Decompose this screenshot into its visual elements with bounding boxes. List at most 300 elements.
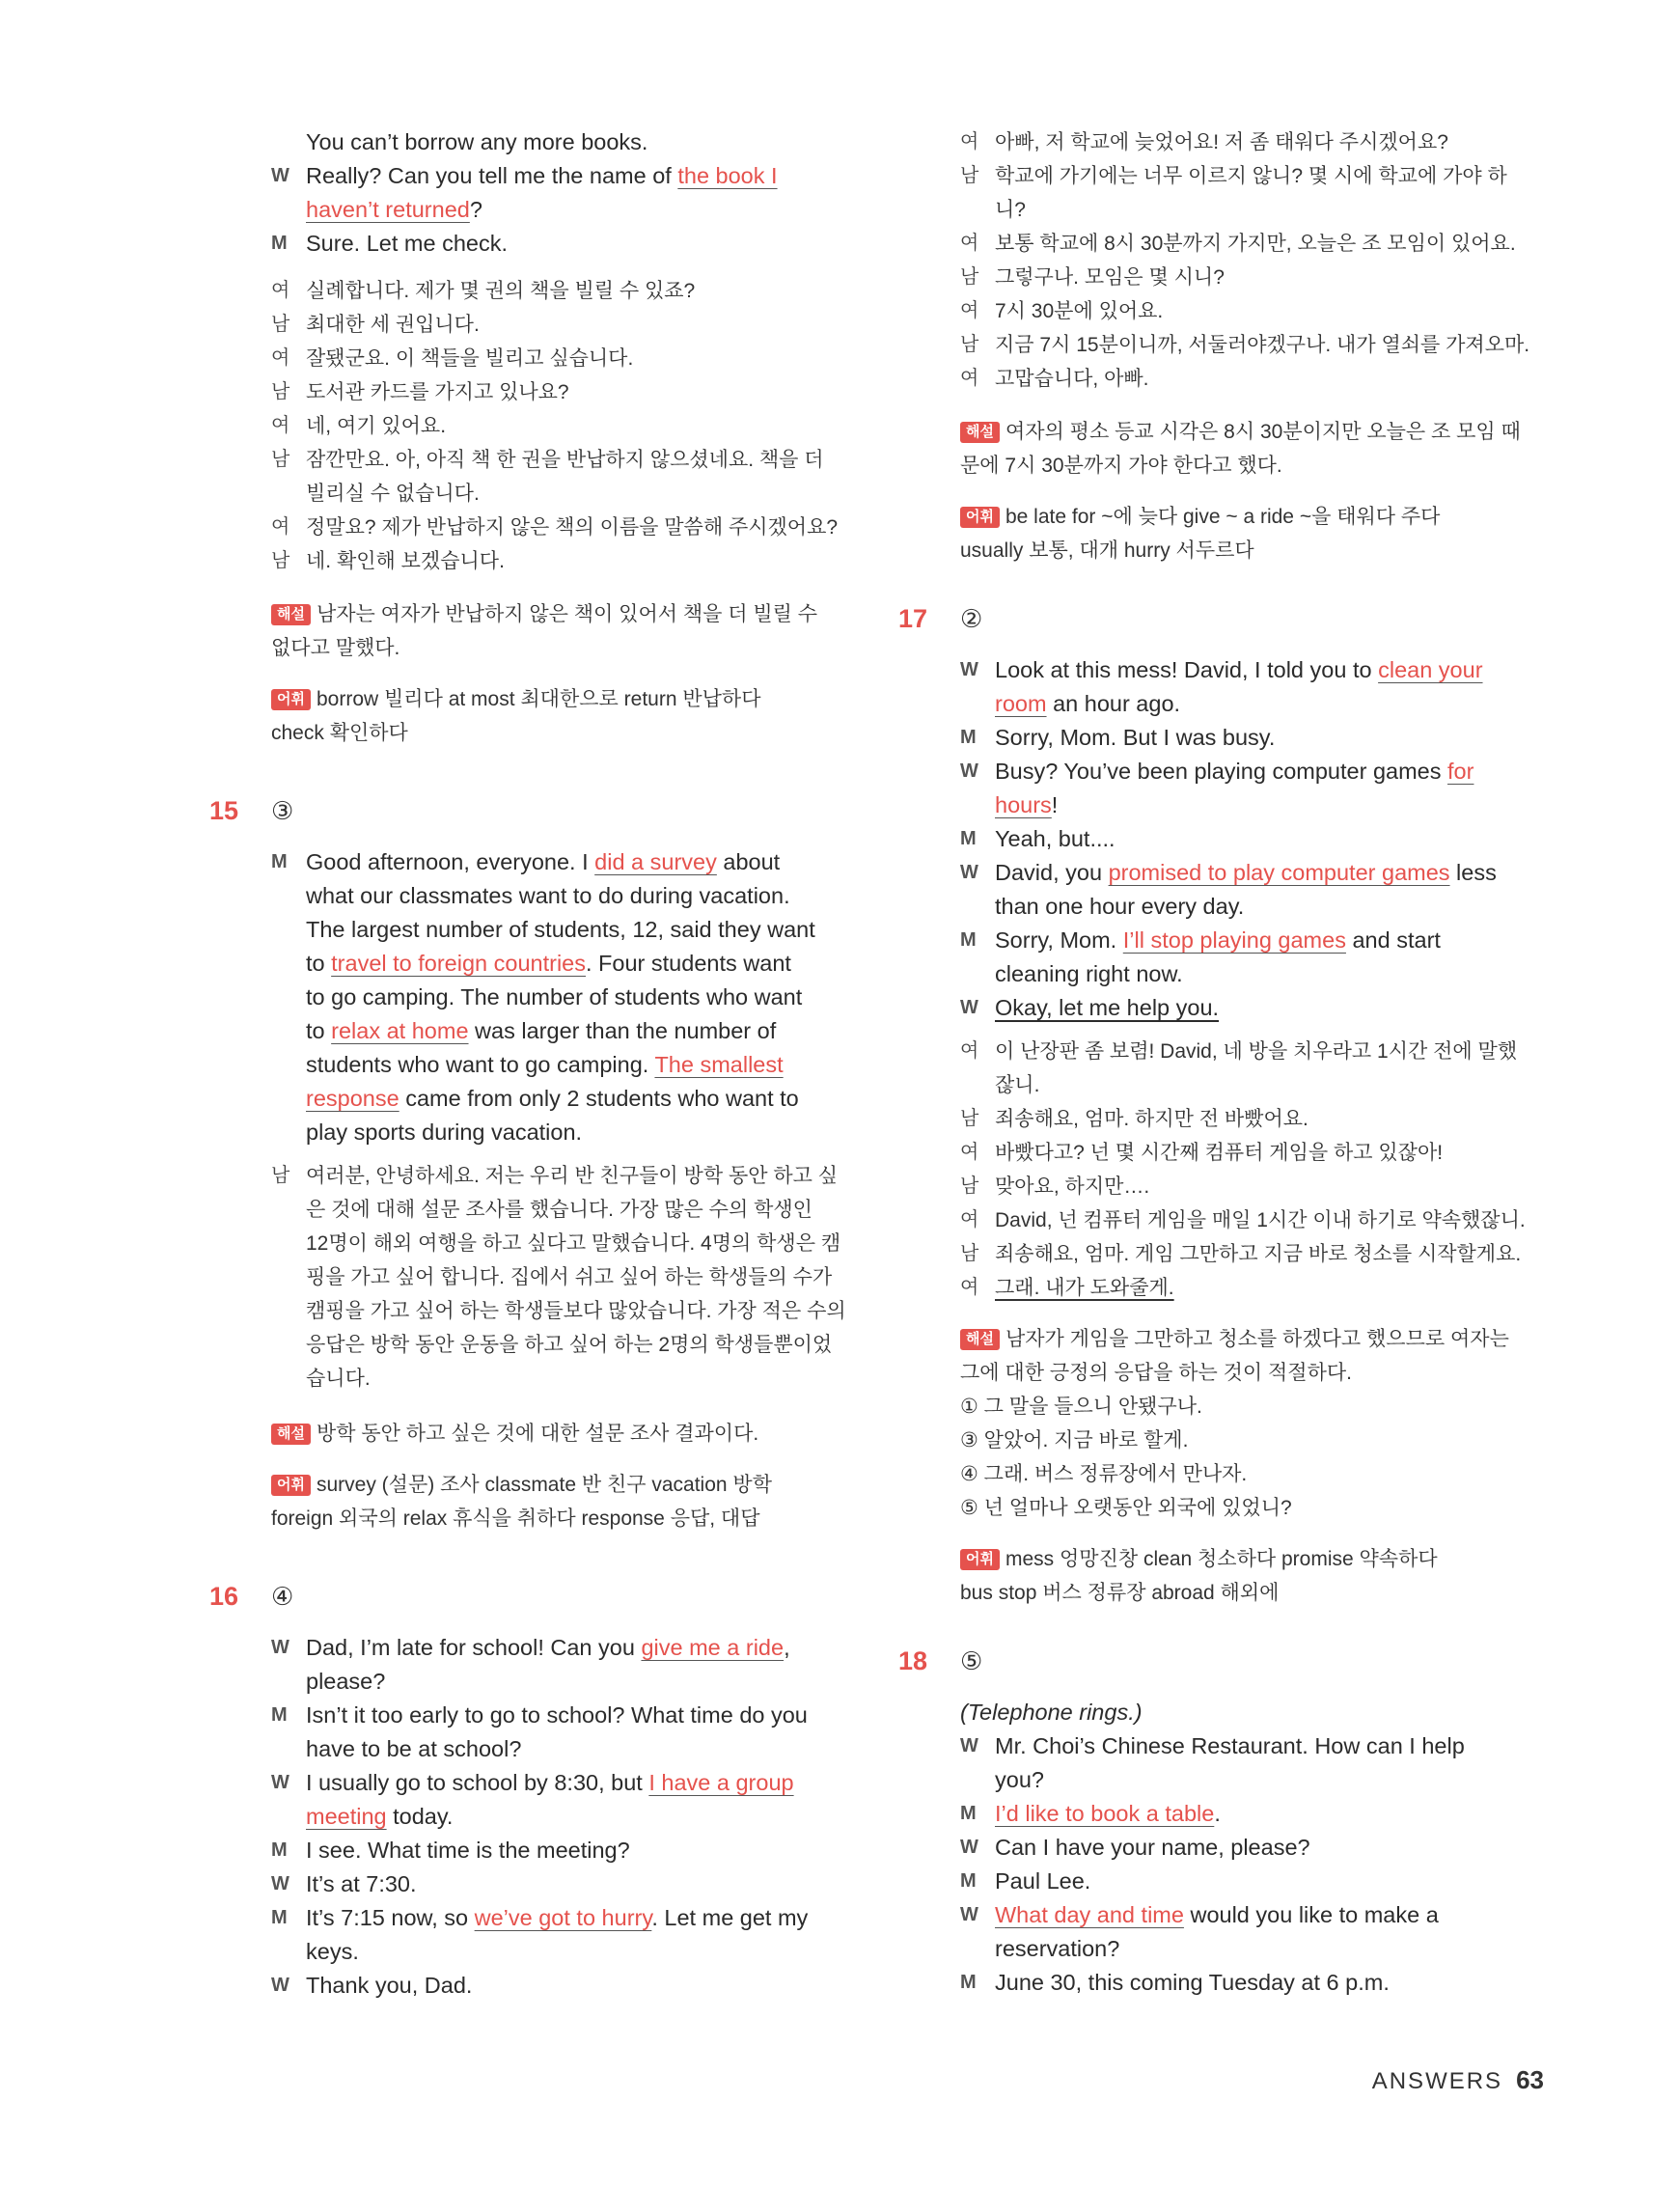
spacer [271, 1535, 850, 1580]
dialogue-line [960, 890, 1544, 924]
dialogue-line [271, 1014, 850, 1048]
vocabulary-line [271, 716, 850, 750]
speaker-label: 여 [960, 1040, 979, 1062]
dialogue-line [960, 1729, 1544, 1763]
speaker-label: W [960, 862, 978, 883]
speaker-label: W [960, 760, 978, 782]
line-text: Look at this mess! David, I told you to clean your [995, 657, 1483, 682]
dialogue-line [271, 981, 850, 1014]
line-text: 캠핑을 가고 싶어 하는 학생들보다 많았습니다. 가장 적은 수의 [306, 1300, 846, 1322]
spacer [960, 1610, 1544, 1645]
korean-line [960, 159, 1544, 193]
answer-blank: give me a ride [641, 1635, 785, 1660]
explanation-text: 없다고 말했다. [271, 637, 400, 659]
option-text: ③ 알았어. 지금 바로 할게. [960, 1429, 1189, 1452]
line-text: 빌리실 수 없습니다. [306, 483, 480, 505]
speaker-label: M [271, 1907, 288, 1928]
vocabulary-line [960, 1542, 1544, 1576]
spacer [271, 1396, 850, 1417]
line-text: 학교에 가기에는 너무 이르지 않니? 몇 시에 학교에 가야 하 [995, 165, 1507, 187]
line-text: 바빴다고? 넌 몇 시간째 컴퓨터 게임을 하고 있잖아! [995, 1142, 1444, 1164]
question-header [209, 794, 850, 828]
spacer [271, 578, 850, 597]
answer-blank: haven’t returned [306, 197, 470, 222]
speaker-label: 남 [960, 1108, 979, 1129]
line-text: Mr. Choi’s Chinese Restaurant. How can I help [995, 1733, 1465, 1758]
korean-line [960, 1271, 1544, 1305]
explanation-badge: 해설 [960, 422, 1000, 443]
speaker-label: 여 [960, 1142, 979, 1163]
line-text: please? [306, 1669, 386, 1694]
line-text: 지금 7시 15분이니까, 서둘러야겠구나. 내가 열쇠를 가져오마. [995, 334, 1530, 356]
line-text: 아빠, 저 학교에 늦었어요! 저 좀 태워다 주시겠어요? [995, 131, 1448, 153]
answer-blank: did a survey [594, 849, 717, 874]
line-text: Dad, I’m late for school! Can you give me a ride, [306, 1635, 790, 1660]
line-text: 니? [995, 199, 1026, 221]
speaker-label: W [960, 1735, 978, 1756]
dialogue-line [271, 1800, 850, 1834]
speaker-label: W [960, 659, 978, 680]
speaker-label: 여 [271, 347, 290, 369]
answer-blank: What day and time [995, 1902, 1184, 1927]
explanation-line [960, 1356, 1544, 1390]
speaker-label: 남 [271, 550, 290, 571]
spacer [960, 1678, 1544, 1696]
vocabulary-line [271, 682, 850, 716]
line-text: 죄송해요, 엄마. 게임 그만하고 지금 바로 청소를 시작할게요. [995, 1243, 1522, 1265]
line-text: 12명이 해외 여행을 하고 싶다고 말했습니다. 4명의 학생은 캠 [306, 1232, 841, 1255]
line-text: Yeah, but.... [995, 826, 1115, 851]
line-text: 응답은 방학 동안 운동을 하고 싶어 하는 2명의 학생들뿐이었 [306, 1334, 833, 1356]
speaker-label: W [271, 1637, 289, 1658]
korean-line [271, 1294, 850, 1328]
line-text: Good afternoon, everyone. I did a survey about [306, 849, 781, 874]
dialogue-line [271, 193, 850, 227]
korean-line [271, 1227, 850, 1260]
speaker-label: M [960, 1803, 977, 1824]
line-text: 네. 확인해 보겠습니다. [306, 550, 505, 572]
korean-line [960, 193, 1544, 227]
speaker-label: 남 [271, 314, 290, 335]
speaker-label: W [271, 165, 289, 186]
line-text: 고맙습니다, 아빠. [995, 368, 1149, 390]
left-column [209, 125, 850, 2003]
korean-line [960, 1203, 1544, 1237]
answer-blank: hours [995, 792, 1052, 817]
line-text: room an hour ago. [995, 691, 1181, 716]
dialogue-line [960, 687, 1544, 721]
speaker-label: M [271, 233, 288, 254]
explanation-line [271, 1417, 850, 1451]
answer-choice: ④ [271, 1582, 294, 1611]
answer-option [960, 1390, 1544, 1424]
speaker-label: M [960, 1972, 977, 1993]
line-text: to travel to foreign countries. Four students want [306, 951, 791, 976]
dialogue-line [960, 924, 1544, 957]
answer-blank: meeting [306, 1804, 387, 1829]
speaker-label: 남 [271, 1165, 290, 1186]
dialogue-line [960, 1831, 1544, 1865]
vocabulary-badge: 어휘 [960, 507, 1000, 528]
option-text: ④ 그래. 버스 정류장에서 만나자. [960, 1463, 1248, 1485]
korean-line [271, 409, 850, 443]
question-number: 18 [898, 1646, 928, 1675]
spacer [271, 261, 850, 274]
line-text: David, 넌 컴퓨터 게임을 매일 1시간 이내 하기로 약속했잖니. [995, 1209, 1526, 1231]
line-text: Isn’t it too early to go to school? What time do you [306, 1702, 808, 1728]
line-text: 습니다. [306, 1368, 371, 1390]
answer-option [960, 1424, 1544, 1457]
spacer [960, 567, 1544, 602]
question-number: 17 [898, 604, 928, 633]
line-text: Thank you, Dad. [306, 1973, 473, 1998]
speaker-label: 남 [960, 1175, 979, 1197]
speaker-label: W [960, 997, 978, 1018]
line-text: than one hour every day. [995, 894, 1245, 919]
line-text: response came from only 2 students who want to [306, 1086, 799, 1111]
spacer [271, 665, 850, 682]
korean-line [960, 294, 1544, 328]
line-text: hours! [995, 792, 1059, 817]
speaker-label: 남 [271, 381, 290, 402]
korean-line [960, 1237, 1544, 1271]
vocabulary-line [960, 534, 1544, 567]
line-text: 7시 30분에 있어요. [995, 300, 1164, 322]
question-number: 15 [209, 796, 239, 825]
line-text: Paul Lee. [995, 1868, 1091, 1894]
line-text: Sorry, Mom. I’ll stop playing games and start [995, 927, 1441, 953]
explanation-line [960, 1322, 1544, 1356]
line-text: 잘됐군요. 이 책들을 빌리고 싶습니다. [306, 347, 634, 370]
page-footer [1361, 2065, 1544, 2095]
korean-line [960, 261, 1544, 294]
line-text: What day and time would you like to make a [995, 1902, 1439, 1927]
korean-line [271, 1159, 850, 1193]
option-text: ⑤ 넌 얼마나 오랫동안 외국에 있었니? [960, 1497, 1292, 1519]
explanation-text: 문에 7시 30분까지 가야 한다고 했다. [960, 455, 1282, 477]
speaker-label: W [960, 1904, 978, 1925]
line-text: 맞아요, 하지만…. [995, 1175, 1150, 1198]
dialogue-line [271, 159, 850, 193]
line-text: I’d like to book a table. [995, 1801, 1221, 1826]
speaker-label: 여 [960, 1209, 979, 1230]
vocabulary-line [960, 500, 1544, 534]
speaker-label: 여 [960, 300, 979, 321]
korean-line [271, 511, 850, 544]
answer-blank: travel to foreign countries [331, 951, 586, 976]
dialogue-line [960, 788, 1544, 822]
korean-line [271, 274, 850, 308]
question-header [898, 1645, 1544, 1678]
korean-line [271, 1193, 850, 1227]
answer-blank: I’ll stop playing games [1122, 927, 1346, 953]
speaker-label: W [960, 1837, 978, 1858]
explanation-text: 해설 방학 동안 하고 싶은 것에 대한 설문 조사 결과이다. [271, 1417, 758, 1451]
korean-line [271, 375, 850, 409]
dialogue-line [271, 1969, 850, 2003]
korean-line [271, 1362, 850, 1396]
dialogue-line [960, 1966, 1544, 2000]
dialogue-line [960, 1763, 1544, 1797]
answer-option [960, 1457, 1544, 1491]
vocabulary-badge: 어휘 [271, 1475, 311, 1496]
answer-blank: clean your [1378, 657, 1483, 682]
korean-line [271, 308, 850, 342]
right-column [898, 125, 1544, 2000]
line-text: 정말요? 제가 반납하지 않은 책의 이름을 말씀해 주시겠어요? [306, 516, 839, 539]
vocabulary-text: usually 보통, 대개 hurry 서두르다 [960, 539, 1254, 562]
spacer [960, 483, 1544, 500]
korean-line [960, 328, 1544, 362]
explanation-text: 해설 남자는 여자가 반납하지 않은 책이 있어서 책을 더 빌릴 수 [271, 597, 817, 631]
answer-blank: we’ve got to hurry [474, 1905, 652, 1930]
line-text: 보통 학교에 8시 30분까지 가지만, 오늘은 조 모임이 있어요. [995, 233, 1516, 255]
dialogue-line [960, 1932, 1544, 1966]
line-text: 그렇구나. 모임은 몇 시니? [995, 266, 1225, 289]
speaker-label: 여 [271, 516, 290, 538]
line-text: 핑을 가고 싶어 합니다. 집에서 쉬고 싶어 하는 학생들의 수가 [306, 1266, 833, 1288]
stage-direction [960, 1696, 1544, 1729]
spacer [960, 396, 1544, 415]
answer-blank: The smallest [654, 1052, 784, 1077]
line-text: 은 것에 대해 설문 조사를 했습니다. 가장 많은 수의 학생인 [306, 1199, 812, 1221]
line-text: 죄송해요, 엄마. 하지만 전 바빴어요. [995, 1108, 1308, 1130]
speaker-label: M [271, 1704, 288, 1726]
question-header [209, 1580, 850, 1614]
vocabulary-text: check 확인하다 [271, 722, 408, 744]
speaker-label: W [271, 1772, 289, 1793]
answer-choice: ② [960, 604, 983, 633]
explanation-text: 그에 대한 긍정의 응답을 하는 것이 적절하다. [960, 1362, 1352, 1384]
underlined-answer: Okay, let me help you. [995, 995, 1220, 1020]
stage-text: (Telephone rings.) [960, 1700, 1143, 1725]
line-text: Sure. Let me check. [306, 231, 508, 256]
dialogue-line [271, 913, 850, 947]
explanation-badge: 해설 [960, 1329, 1000, 1350]
underlined-answer: 그래. 내가 도와줄게. [995, 1277, 1174, 1299]
page-number: 63 [1516, 2065, 1544, 2094]
korean-line [960, 1170, 1544, 1203]
answer-blank: response [306, 1086, 399, 1111]
speaker-label: M [960, 1870, 977, 1892]
dialogue-line [960, 1797, 1544, 1831]
spacer [271, 828, 850, 845]
vocabulary-text: bus stop 버스 정류장 abroad 해외에 [960, 1582, 1280, 1604]
answer-blank: relax at home [331, 1018, 469, 1043]
speaker-label: 남 [960, 1243, 979, 1264]
line-text [995, 991, 1219, 1025]
korean-line [271, 443, 850, 477]
dialogue-line [960, 755, 1544, 788]
speaker-label: 여 [271, 415, 290, 436]
dialogue-line [271, 1766, 850, 1800]
dialogue-line [271, 1631, 850, 1665]
spacer [960, 636, 1544, 653]
dialogue-line [271, 1048, 850, 1082]
explanation-badge: 해설 [271, 1424, 311, 1445]
line-text: June 30, this coming Tuesday at 6 p.m. [995, 1970, 1390, 1995]
korean-line [271, 477, 850, 511]
dialogue-line [271, 1116, 850, 1149]
speaker-label: 여 [271, 280, 290, 301]
line-text: 실례합니다. 제가 몇 권의 책을 빌릴 수 있죠? [306, 280, 696, 302]
spacer [271, 1149, 850, 1159]
line-text: you? [995, 1767, 1044, 1792]
explanation-line [960, 449, 1544, 483]
speaker-label: W [271, 1975, 289, 1996]
korean-line [271, 1328, 850, 1362]
spacer [271, 750, 850, 794]
speaker-label: 남 [960, 165, 979, 186]
line-text: You can’t borrow any more books. [306, 129, 648, 154]
line-text: 이 난장판 좀 보렴! David, 네 방을 치우라고 1시간 전에 말했 [995, 1040, 1518, 1063]
line-text: 잠깐만요. 아, 아직 책 한 권을 반납하지 않으셨네요. 책을 더 [306, 449, 824, 471]
vocabulary-text: 어휘 borrow 빌리다 at most 최대한으로 return 반납하다 [271, 682, 761, 716]
line-text: It’s 7:15 now, so we’ve got to hurry. Let me get my [306, 1905, 809, 1930]
korean-line [271, 1260, 850, 1294]
line-text: David, you promised to play computer games less [995, 860, 1497, 885]
line-text: 최대한 세 권입니다. [306, 314, 480, 336]
korean-line [960, 1102, 1544, 1136]
dialogue-line [960, 721, 1544, 755]
line-text: what our classmates want to do during vacation. [306, 883, 790, 908]
line-text: to relax at home was larger than the number of [306, 1018, 777, 1043]
dialogue-line [271, 845, 850, 879]
spacer [960, 1525, 1544, 1542]
dialogue-line [271, 947, 850, 981]
answer-choice: ⑤ [960, 1646, 983, 1675]
speaker-label: 남 [271, 449, 290, 470]
korean-line [271, 342, 850, 375]
dialogue-line [271, 227, 850, 261]
dialogue-line [271, 1901, 850, 1935]
line-text: 네, 여기 있어요. [306, 415, 447, 437]
line-text [995, 1271, 1174, 1305]
line-text: Really? Can you tell me the name of the book I [306, 163, 778, 188]
dialogue-line [960, 822, 1544, 856]
answer-blank: for [1447, 759, 1474, 784]
dialogue-line [271, 1732, 850, 1766]
explanation-line [960, 415, 1544, 449]
vocabulary-text: 어휘 be late for ~에 늦다 give ~ a ride ~을 태워다 주다 [960, 500, 1440, 534]
vocabulary-badge: 어휘 [271, 689, 311, 710]
vocabulary-text: 어휘 survey (설문) 조사 classmate 반 친구 vacation 방학 [271, 1468, 772, 1502]
speaker-label: 여 [960, 131, 979, 152]
dialogue-line [960, 991, 1544, 1025]
dialogue-line [271, 879, 850, 913]
dialogue-line [960, 1898, 1544, 1932]
spacer [271, 1614, 850, 1631]
dialogue-line [271, 1834, 850, 1867]
explanation-line [271, 631, 850, 665]
answer-blank: promised to play computer games [1108, 860, 1450, 885]
speaker-label: M [271, 851, 288, 872]
line-text: I see. What time is the meeting? [306, 1838, 630, 1863]
dialogue-line [960, 957, 1544, 991]
dialogue-line [271, 125, 850, 159]
speaker-label: M [960, 929, 977, 951]
korean-line [960, 362, 1544, 396]
korean-line [271, 544, 850, 578]
explanation-badge: 해설 [271, 604, 311, 625]
dialogue-line [960, 653, 1544, 687]
footer-label: ANSWERS [1371, 2068, 1503, 2094]
korean-line [960, 1035, 1544, 1068]
line-text: meeting today. [306, 1804, 454, 1829]
spacer [271, 1451, 850, 1468]
line-text: I usually go to school by 8:30, but I have a group [306, 1770, 794, 1795]
line-text: 도서관 카드를 가지고 있나요? [306, 381, 569, 403]
speaker-label: 여 [960, 368, 979, 389]
korean-line [960, 1068, 1544, 1102]
option-text: ① 그 말을 들으니 안됐구나. [960, 1396, 1202, 1418]
line-text: keys. [306, 1939, 359, 1964]
vocabulary-badge: 어휘 [960, 1549, 1000, 1570]
dialogue-line [960, 856, 1544, 890]
answer-blank: the book I [677, 163, 778, 188]
line-text: 여러분, 안녕하세요. 저는 우리 반 친구들이 방학 동안 하고 싶 [306, 1165, 839, 1187]
answer-option [960, 1491, 1544, 1525]
speaker-label: M [960, 727, 977, 748]
vocabulary-line [960, 1576, 1544, 1610]
question-number: 16 [209, 1582, 239, 1611]
line-text: Busy? You’ve been playing computer games for [995, 759, 1474, 784]
speaker-label: W [271, 1873, 289, 1894]
answer-blank: I’d like to book a table [995, 1801, 1215, 1826]
line-text: cleaning right now. [995, 961, 1183, 986]
explanation-text: 해설 여자의 평소 등교 시각은 8시 30분이지만 오늘은 조 모임 때 [960, 415, 1521, 449]
vocabulary-line [271, 1468, 850, 1502]
speaker-label: M [960, 828, 977, 849]
speaker-label: 남 [960, 334, 979, 355]
spacer [960, 1025, 1544, 1035]
korean-line [960, 125, 1544, 159]
line-text: haven’t returned? [306, 197, 482, 222]
dialogue-line [271, 1935, 850, 1969]
dialogue-line [271, 1699, 850, 1732]
line-text: to go camping. The number of students who want [306, 984, 803, 1009]
dialogue-line [271, 1867, 850, 1901]
answer-choice: ③ [271, 796, 294, 825]
vocabulary-line [271, 1502, 850, 1535]
line-text: reservation? [995, 1936, 1120, 1961]
line-text: Sorry, Mom. But I was busy. [995, 725, 1276, 750]
dialogue-line [960, 1865, 1544, 1898]
explanation-text: 해설 남자가 게임을 그만하고 청소를 하겠다고 했으므로 여자는 [960, 1322, 1509, 1356]
speaker-label: 남 [960, 266, 979, 288]
speaker-label: M [271, 1839, 288, 1861]
dialogue-line [271, 1082, 850, 1116]
vocabulary-text: 어휘 mess 엉망진창 clean 청소하다 promise 약속하다 [960, 1542, 1438, 1576]
spacer [960, 1305, 1544, 1322]
line-text: Can I have your name, please? [995, 1835, 1310, 1860]
answer-blank: I have a group [648, 1770, 794, 1795]
speaker-label: 여 [960, 233, 979, 254]
explanation-line [271, 597, 850, 631]
korean-line [960, 1136, 1544, 1170]
vocabulary-text: foreign 외국의 relax 휴식을 취하다 response 응답, 대답 [271, 1507, 760, 1530]
line-text: students who want to go camping. The smallest [306, 1052, 784, 1077]
korean-line [960, 227, 1544, 261]
line-text: play sports during vacation. [306, 1120, 583, 1145]
line-text: have to be at school? [306, 1736, 522, 1761]
speaker-label: 여 [960, 1277, 979, 1298]
dialogue-line [271, 1665, 850, 1699]
answer-blank: room [995, 691, 1047, 716]
line-text: 잖니. [995, 1074, 1040, 1096]
question-header [898, 602, 1544, 636]
line-text: It’s at 7:30. [306, 1871, 417, 1896]
